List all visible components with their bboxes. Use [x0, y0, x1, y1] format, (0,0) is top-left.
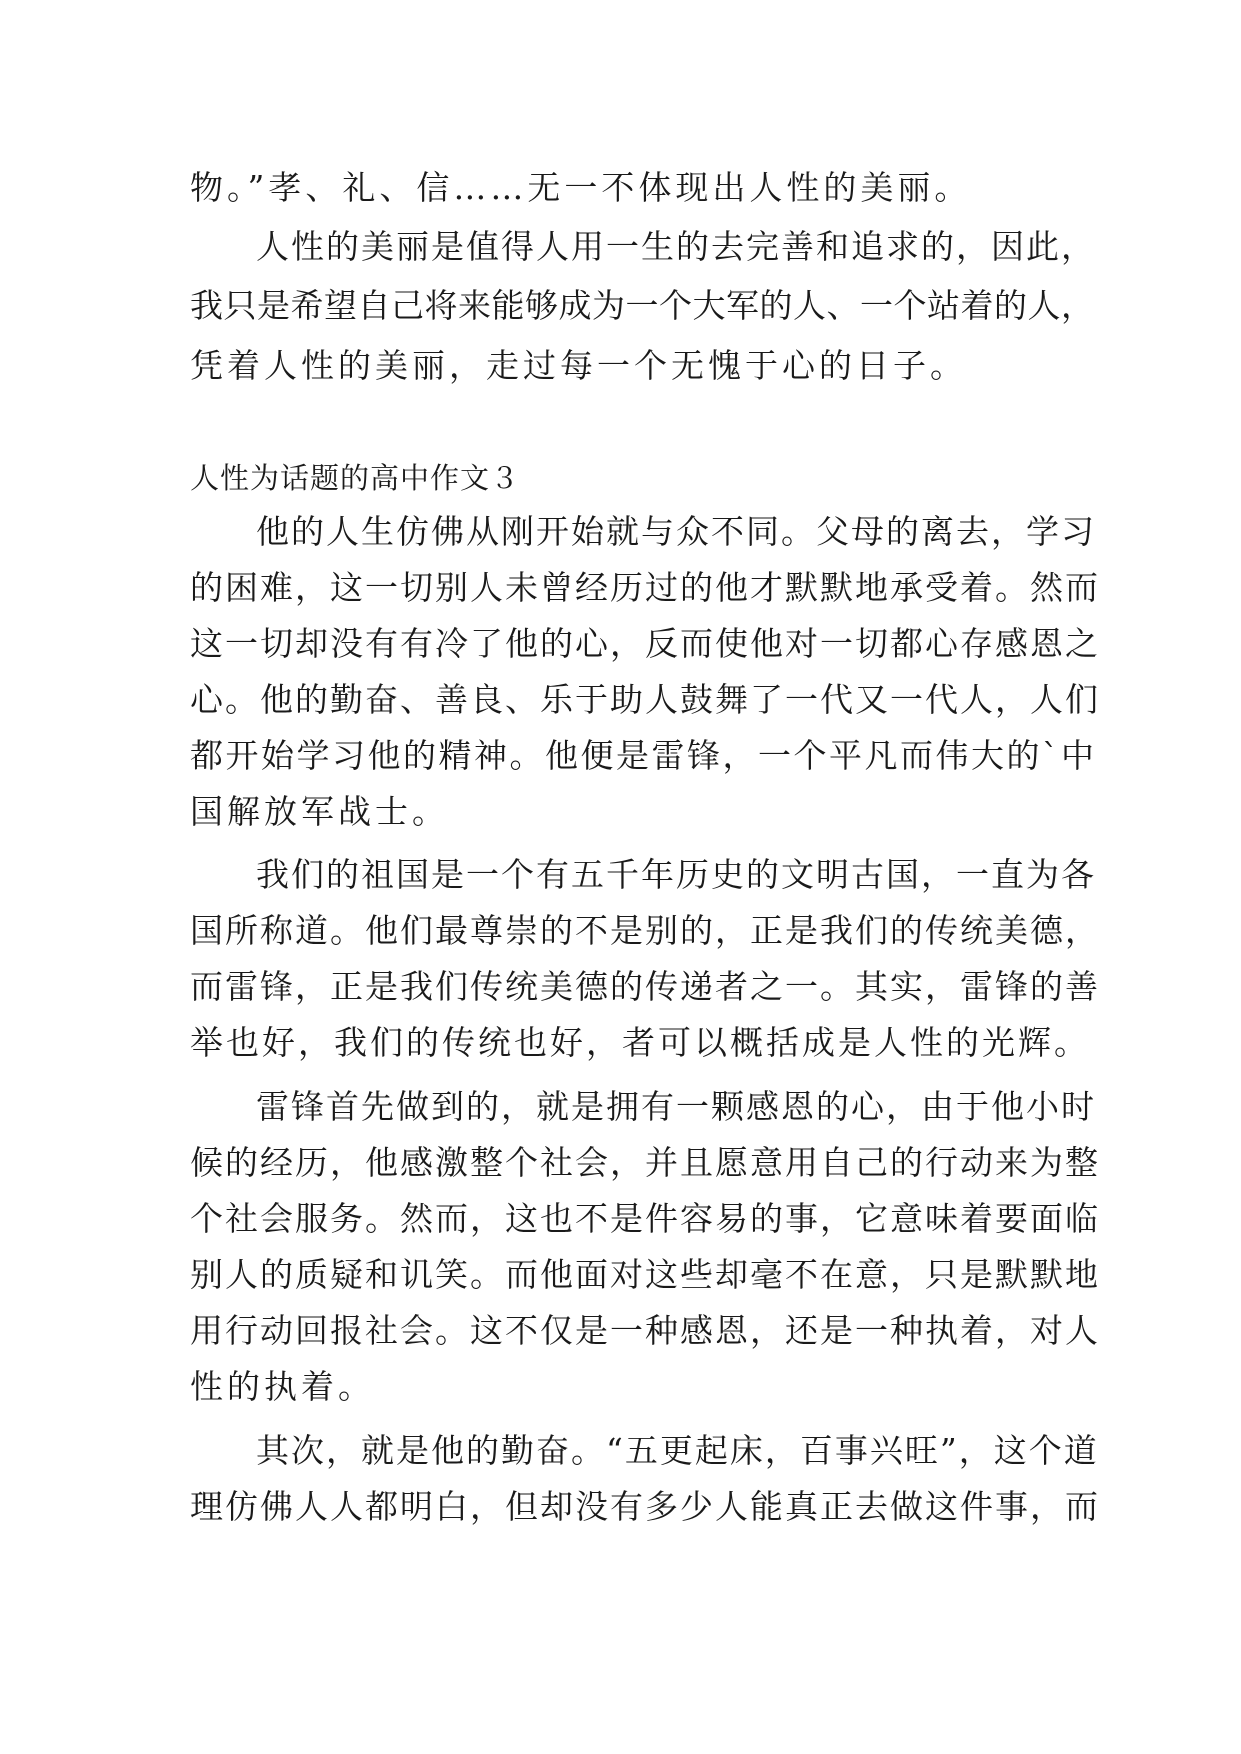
- paragraph-line: 都开始学习他的精神。他便是雷锋，一个平凡而伟大的`中: [190, 736, 1097, 775]
- paragraph-line: 性的执着。: [190, 1367, 375, 1406]
- paragraph-line: 理仿佛人人都明白，但却没有多少人能真正去做这件事，而: [190, 1487, 1100, 1526]
- paragraph-line: 别人的质疑和讥笑。而他面对这些却毫不在意，只是默默地: [190, 1255, 1100, 1294]
- section-title: 人性为话题的高中作文３: [190, 461, 521, 495]
- paragraph-line: 心。他的勤奋、善良、乐于助人鼓舞了一代又一代人，人们: [190, 680, 1100, 719]
- paragraph-line: 其次，就是他的勤奋。“五更起床，百事兴旺”，这个道: [256, 1431, 1099, 1470]
- paragraph-line: 这一切却没有有冷了他的心，反而使他对一切都心存感恩之: [190, 624, 1100, 663]
- paragraph-line: 个社会服务。然而，这也不是件容易的事，它意味着要面临: [190, 1199, 1100, 1238]
- paragraph-line: 他的人生仿佛从刚开始就与众不同。父母的离去，学习: [256, 512, 1096, 551]
- paragraph-line: 用行动回报社会。这不仅是一种感恩，还是一种执着，对人: [190, 1311, 1100, 1350]
- continuation-line: 物。”孝、礼、信……无一不体现出人性的美丽。: [190, 168, 972, 207]
- paragraph-line: 我只是希望自己将来能够成为一个大军的人、一个站着的人，: [190, 286, 1095, 325]
- paragraph-line: 我们的祖国是一个有五千年历史的文明古国，一直为各: [256, 855, 1096, 894]
- paragraph-line: 凭着人性的美丽，走过每一个无愧于心的日子。: [190, 346, 967, 385]
- paragraph-line: 雷锋首先做到的，就是拥有一颗感恩的心，由于他小时: [256, 1087, 1096, 1126]
- paragraph-line: 举也好，我们的传统也好，者可以概括成是人性的光辉。: [190, 1023, 1090, 1062]
- paragraph-line: 人性的美丽是值得人用一生的去完善和追求的，因此，: [256, 227, 1096, 266]
- paragraph-line: 国解放军战士。: [190, 792, 449, 831]
- paragraph-line: 的困难，这一切别人未曾经历过的他才默默地承受着。然而: [190, 568, 1100, 607]
- paragraph-line: 而雷锋，正是我们传统美德的传递者之一。其实，雷锋的善: [190, 967, 1100, 1006]
- paragraph-line: 国所称道。他们最尊崇的不是别的，正是我们的传统美德，: [190, 911, 1100, 950]
- paragraph-line: 候的经历，他感激整个社会，并且愿意用自己的行动来为整: [190, 1143, 1100, 1182]
